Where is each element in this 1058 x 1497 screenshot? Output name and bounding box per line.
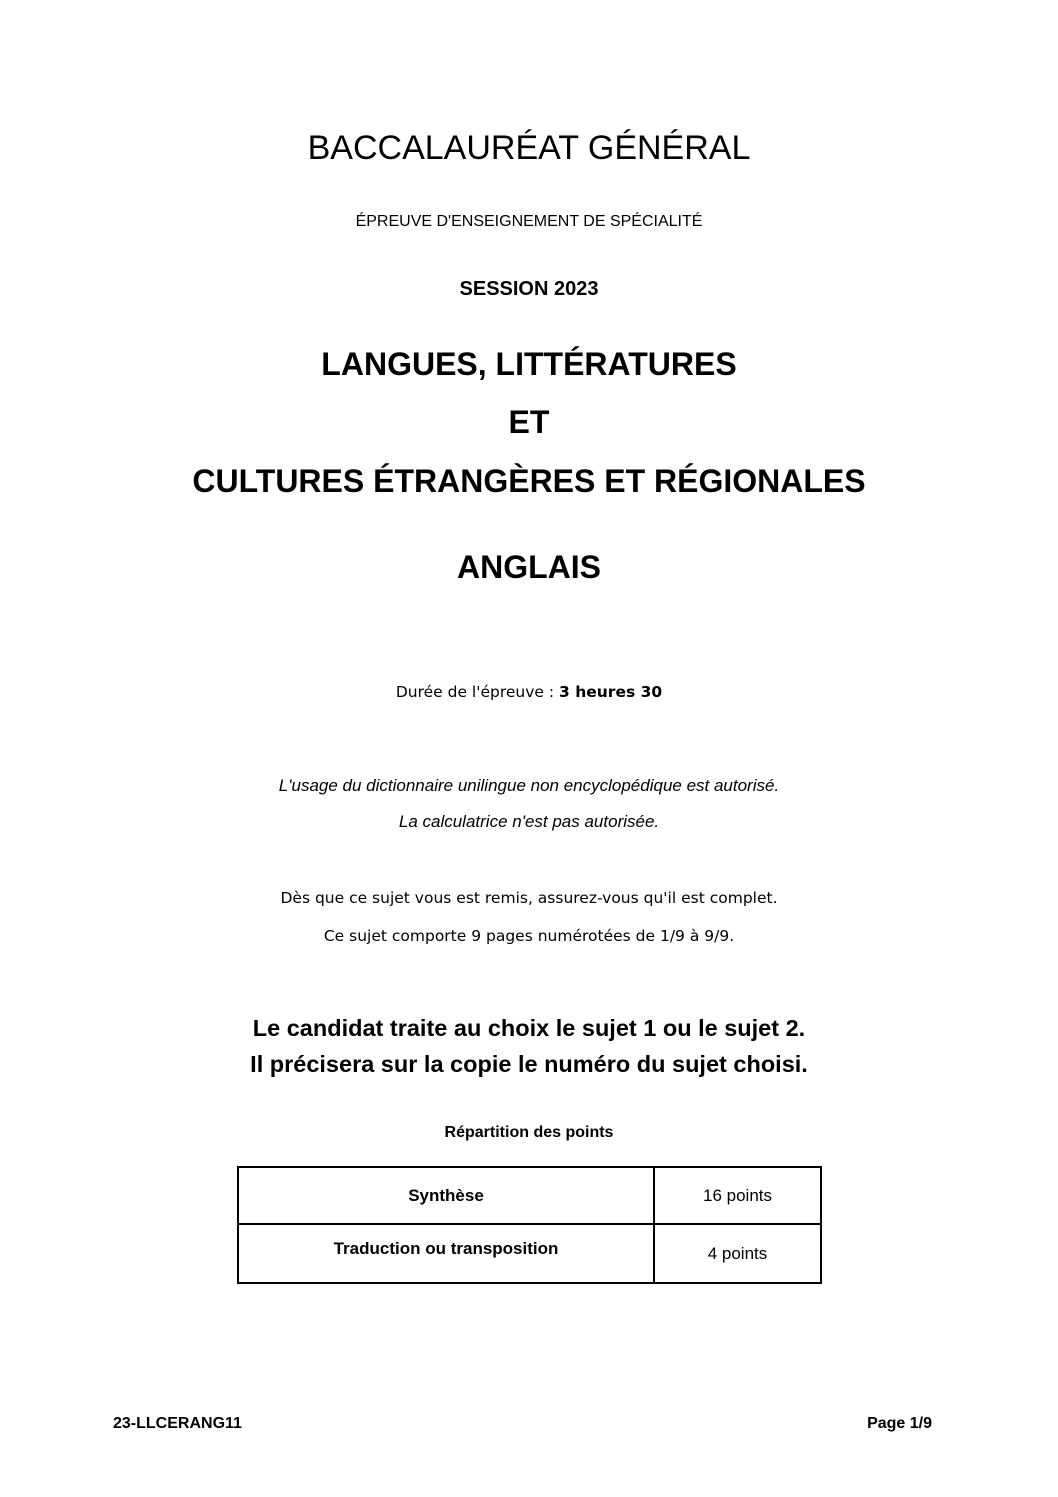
rule-dictionary: L'usage du dictionnaire unilingue non encyclopédique est autorisé. [278,776,780,795]
instruction-copy: Il précisera sur la copie le numéro du sujet choisi. [250,1051,808,1077]
rule-calculator: La calculatrice n'est pas autorisée. [398,812,660,831]
table-row [238,1224,821,1283]
footer-code: 23-LLCERANG11 [113,1415,242,1432]
footer-page: Page 1/9 [867,1415,932,1432]
duration [0,685,1058,701]
points-heading: Répartition des points [444,1124,614,1141]
subject-line-1: LANGUES, LITTÉRATURES [321,346,737,382]
subject-language: ANGLAIS [457,549,601,585]
row-value: 4 points [654,1224,821,1283]
row-label: Traduction ou transposition [238,1224,654,1283]
duration-label: Durée de l'épreuve : [395,683,560,701]
points-table [237,1166,822,1284]
instruction-choice: Le candidat traite au choix le sujet 1 ou le sujet 2. [252,1015,806,1041]
exam-title: BACCALAURÉAT GÉNÉRAL [307,129,751,167]
duration-value: 3 heures 30 [559,683,663,701]
session: SESSION 2023 [459,278,599,300]
check-complete: Dès que ce sujet vous est remis, assurez-vous qu'il est complet. [280,889,778,907]
check-pages: Ce sujet comporte 9 pages numérotées de 1/9 à 9/9. [323,927,735,945]
row-value: 16 points [654,1167,821,1224]
exam-subtitle: ÉPREUVE D'ENSEIGNEMENT DE SPÉCIALITÉ [355,213,703,230]
row-label: Synthèse [238,1167,654,1224]
table-row [238,1167,821,1224]
subject-line-2: ET [508,404,550,440]
subject-line-3: CULTURES ÉTRANGÈRES ET RÉGIONALES [192,463,866,499]
